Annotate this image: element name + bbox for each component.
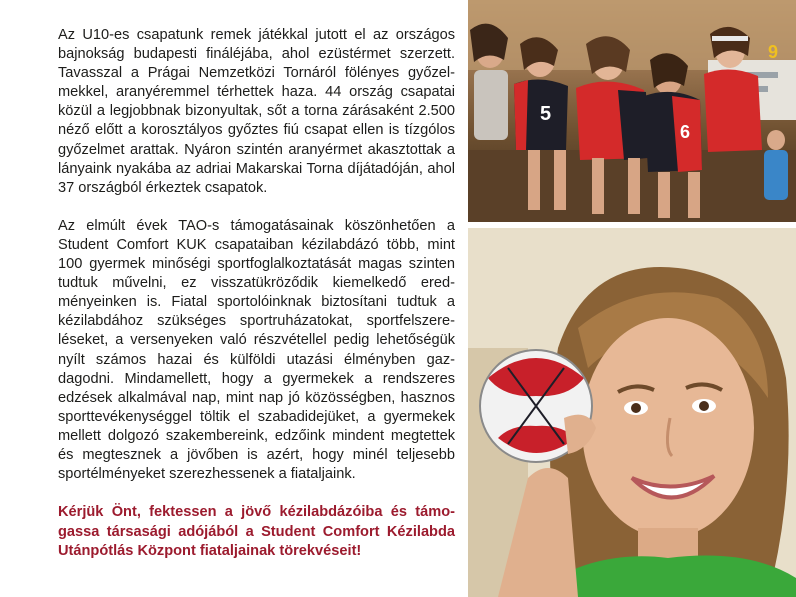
girl-with-handball-photo: [468, 228, 796, 597]
jersey-number-6: 6: [680, 122, 691, 142]
scoreboard-number-9: 9: [768, 42, 779, 62]
team-running-photo: [468, 0, 796, 222]
paragraph-results: Az U10-es csapatunk remek játékkal jutott el az országos bajnokság budapesti fináléjába, ahol ezüstérmet szerzett. Tavasszal a Prágai Nemzetközi Tornáról fölényes győzelmekkel, aranyéremmel térhettek haza. 44 ország csapatai közül a legjobbnak bizonyultak, sőt a torna zárásaként 2.500 néző előtt a korosztályos győztes fiú csapat ellen is tízgólos győzelmet arattak. Nyáron szintén aranyérmet akasztottak a lányaink nyakába az adriai Makarskai Torna díjátadóján, ahol 37 országból érkeztek csapatok.: [58, 27, 455, 196]
girl-photo-illustration: [468, 228, 796, 597]
appeal-paragraph: Kérjük Önt, fektessen a jövő kézilabdázóiba és támogassa társasági adójából a Student Comfort Kézilabda Utánpótlás Központ fiataljainak törekvéseit!: [58, 504, 455, 559]
paragraph-support: Az elmúlt évek TAO-s támogatásainak köszönhetően a Student Comfort KUK csapataiban kézilabdázó több, mint 100 gyermek minőségi sportfoglalkoztatását magas szinten tudtuk művelni, ez visszatükröződik kiemelkedő eredményeinken is. Fiatal sportolóinknak biztosítani tudtuk a kézilabdához szükséges sportruházatokat, sportfelszereléseket, a versenyeken való részvétellel pedig lehetőségük nyílt számos hazai és külföldi utazási élményben gazdagodni. Mindamellett, hogy a gyermekek a rendszeres edzések alkalmával nap, mint nap jó közösségben, hasznos sporttevékenységgel töltik el szabadidejüket, a gyermekek mellett dolgozó szakembereink, edzőink mindent megtettek és megtesznek a jövőben is azért, hogy minél teljesebb sportélményeket szerezhessenek a fiataljaink.: [58, 217, 455, 483]
team-photo-illustration: [468, 0, 796, 222]
jersey-number-5: 5: [540, 103, 552, 125]
article-text-column: [58, 26, 455, 580]
